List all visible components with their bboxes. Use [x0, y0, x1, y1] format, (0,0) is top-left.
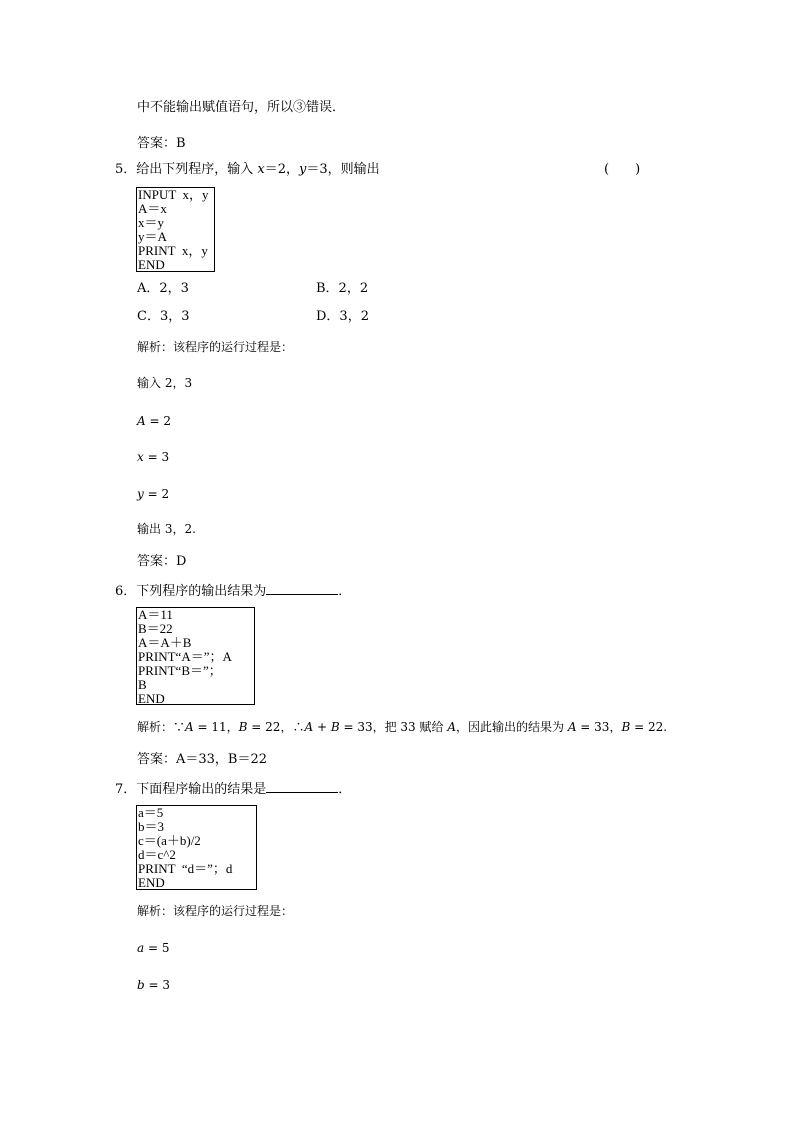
q5-code-box — [136, 187, 215, 272]
q5-answer-paren: ( ) — [604, 162, 641, 177]
code-line: c＝(a＋b)/2 — [138, 833, 201, 848]
q5-step-a: A = 2 — [137, 414, 171, 428]
q5-option-b: B．2，2 — [316, 281, 369, 296]
q5-step-y: y = 2 — [137, 487, 170, 501]
q7-answer-blank — [266, 780, 338, 793]
code-line: INPUT x，y — [138, 187, 209, 202]
q7-step-a: a = 5 — [137, 941, 170, 955]
q7-stem: 7．下面程序输出的结果是 ． — [115, 782, 352, 797]
q5-step-output: 输出 3，2. — [137, 522, 196, 536]
code-line: B＝22 — [138, 621, 173, 636]
code-line: PRINT “d＝”；d — [138, 861, 233, 876]
q5-analysis: 解析：该程序的运行过程是： — [137, 340, 294, 354]
code-line: PRINT x，y — [138, 243, 208, 258]
q5-option-d: D．3，2 — [316, 309, 369, 324]
q5-step-input: 输入 2，3 — [137, 376, 193, 390]
code-line: b＝3 — [138, 819, 165, 834]
code-line: PRINT“A＝”；A — [138, 649, 232, 664]
q6-stem: 6．下列程序的输出结果为 ． — [115, 584, 352, 599]
continuation-text: 中不能输出赋值语句，所以③错误． — [137, 100, 346, 115]
code-line: y＝A — [138, 229, 167, 244]
code-line: A＝A＋B — [138, 635, 192, 650]
q5-answer: 答案：D — [137, 554, 187, 569]
q6-answer: 答案：A＝33，B＝22 — [137, 752, 268, 767]
q5-option-a: A．2，3 — [137, 281, 189, 296]
q7-analysis: 解析：该程序的运行过程是： — [137, 904, 294, 918]
q7-code-box — [136, 805, 257, 890]
code-line: d＝c^2 — [138, 847, 176, 862]
q5-step-x: x = 3 — [137, 450, 170, 464]
code-line: PRINT“B＝”； — [138, 663, 222, 678]
code-line: a＝5 — [138, 805, 164, 820]
q5-number: 5． — [115, 162, 137, 177]
q6-analysis: 解析：∵A = 11，B = 22，∴A + B = 33，把 33 赋给 A，因此输出的结果为 A = 33，B = 22. — [137, 720, 668, 734]
code-line: END — [138, 875, 165, 890]
q7-number: 7． — [115, 782, 137, 797]
q5-option-c: C．3，3 — [137, 309, 190, 324]
code-line: A＝11 — [138, 607, 173, 622]
code-line: A＝x — [138, 201, 167, 216]
code-line: x＝y — [138, 215, 165, 230]
q6-code-box — [136, 607, 255, 705]
q5-stem: 5．给出下列程序，输入 x＝2，y＝3，则输出 — [115, 162, 380, 177]
q6-answer-blank — [266, 582, 338, 595]
code-line: END — [138, 257, 165, 272]
code-line: END — [138, 691, 165, 706]
q7-step-b: b = 3 — [137, 978, 171, 992]
answer-prev: 答案：B — [137, 136, 186, 151]
code-line: B — [138, 677, 147, 692]
q6-number: 6． — [115, 584, 137, 599]
